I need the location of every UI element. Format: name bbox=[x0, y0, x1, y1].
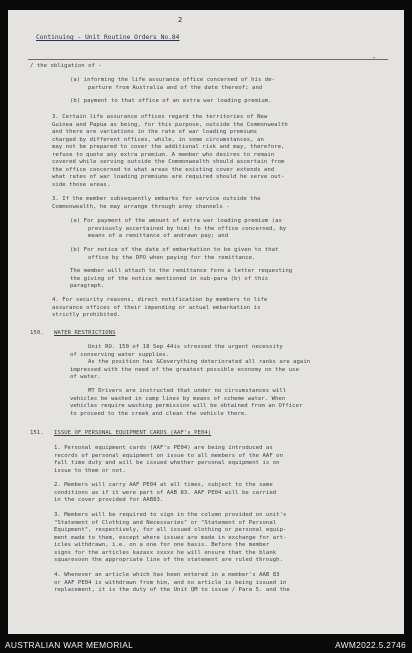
section-number: 150. bbox=[30, 330, 44, 336]
section-title: WATER RESTRICTIONS bbox=[54, 330, 116, 336]
document-page: 2 Continuing - Unit Routine Orders No.84 / the obligation of - (a) informing the life assurance office concerned of his de- parture from Australia and of the date thereof; and (b) payment to that office of an extra war loading premium. 3. Certain life assurance offices regard the territories of New Guinea and Papua as being, for this purpose, outside the Commonwealth and there are variations in the rate of war loading premiums charged by different offices, while, in some circumstances, an may not be prepared to cover the additional risk and may, therefore, refuse to quote any extra premium. A member who desires to remain covered while serving outside the Commonwealth should ascertain from the office concerned to what areas the existing cover extends and what rates of war loading premiums are required should he serve out- side those areas. 3. If the member subsequently embarks for service outside the Commonwealth, he may arrange through army channels - (a) For payment of the amount of extra war loading premium (as previously ascertained by him) to the office concerned, by means of a remittance of andrawn pay; and (b) For notice of the date of embarkation to be given to that office by the DPO when paying for the remittance. The member will attach to the remittance form a letter requesting the giving of the notice mentioned in sub-para (b) of this paragraph. 4. For security reasons, direct notification by members to life assurance offices of their impending or actual embarkation is strictly prohibited. 150. WATER RESTRICTIONS Unit RO. 150 of 18 Sep 44is stressed the urgent necessity of conserving water supplies. As the position has &Ceverything deteriorated all ranks are again impressed with the need of the greatest possible economy on the use of water. MT Drivers are instructed that under no circumstances will vehicles be washed in camp lines by means of scheme water. When vehicles require washing permission will be obtained from an Officer to proceed to the creek and clean the vehicle there. 151. ISSUE OF PERSONAL EQUIPMENT CARDS (AAF's PE04) 1. Personal equipment cards (AAF's PE04) are being introduced as records of personal equipment on issue to all members of the AAF on full time duty and will be issued whether personal equipment is on issue to them or not. 2. Members will carry AAF PE04 at all times, subject to the same conditions as if it were part of AAB 83. AAF PE04 will be carried in the cover provided for AAB83. 3. Members will be required to sign in the column provided on unit's "Statement of Clothing and Necessaries" or "Statement of Personal Equipment", respectively, for all issued clothing or personal equip- ment made to them, except where issues are made in exchange for art- icles withdrawn, i.e. on a one for one basis. Before the member signs for the articles kazaxx xxxxx he will ensure that the blank squaresoon the appropriate line of the statement are ruled through. 4. Whenever an article which has been entered in a member's AAB 83 or AAF PE04 is withdrawn from him, and no article is being issued in replacement, it is the duty of the Unit QM to issue / Para 5. and the - bbox=[8, 10, 404, 634]
footer-institution: AUSTRALIAN WAR MEMORIAL bbox=[5, 640, 134, 650]
footer-accession-number: AWM2022.5.2746 bbox=[335, 640, 406, 650]
page-number: 2 bbox=[178, 16, 183, 24]
page-header: Continuing - Unit Routine Orders No.84 bbox=[36, 34, 180, 41]
section-title: ISSUE OF PERSONAL EQUIPMENT CARDS (AAF's PE04) bbox=[54, 430, 212, 436]
header-rule bbox=[28, 59, 388, 60]
margin-tick-mark: - bbox=[372, 54, 377, 62]
section-number: 151. bbox=[30, 430, 44, 436]
intro-line: / the obligation of - bbox=[30, 63, 102, 69]
